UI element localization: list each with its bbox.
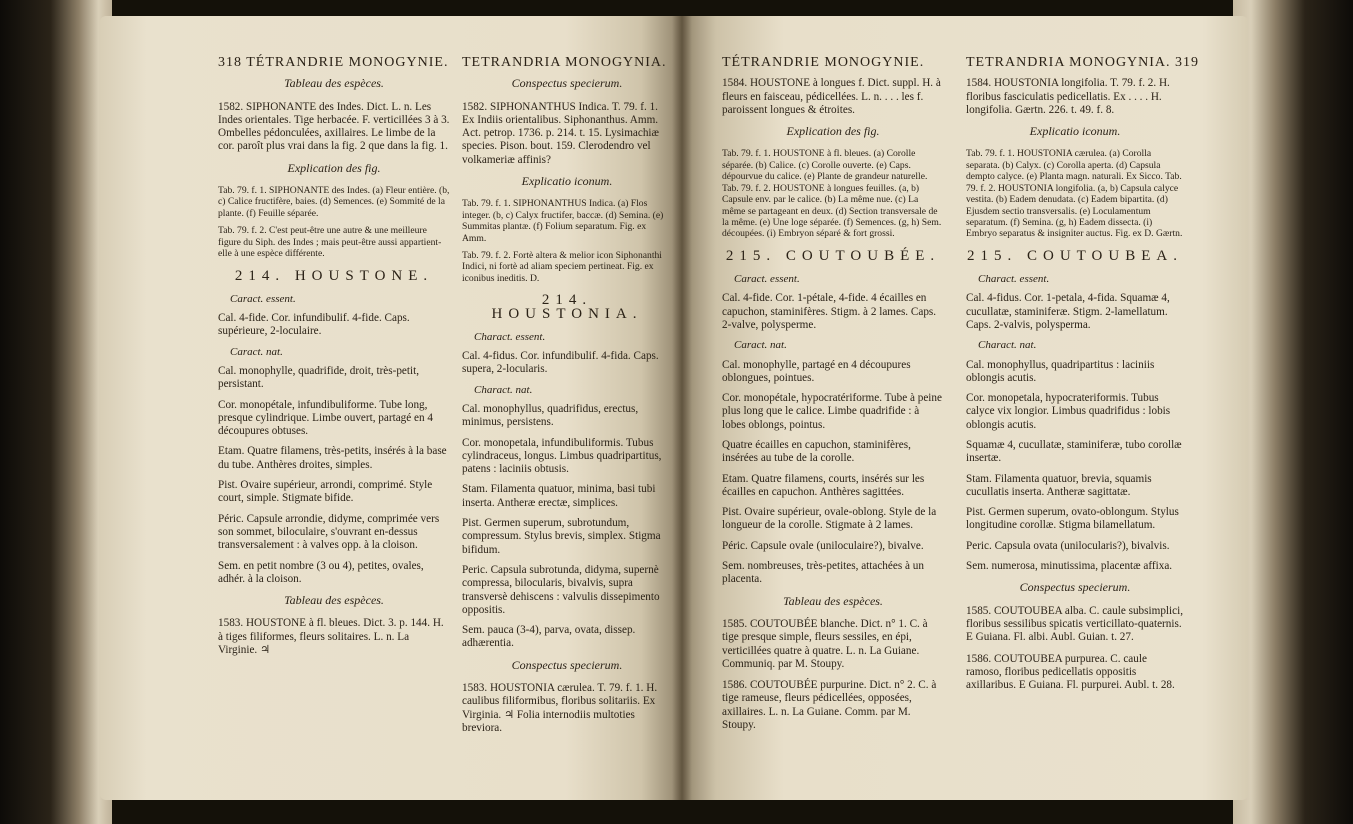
figure-explanation: Tab. 79. f. 2. C'est peut-être une autre & une meilleure figure du Siph. des Indes ; mais peut-être aussi appartient-elle à une espèce différente.: [218, 225, 442, 260]
character-text: Cal. 4-fide. Cor. infundibulif. 4-fide. Caps. supérieure, 2-loculaire.: [218, 312, 410, 338]
character-text: Cal. monophylle, quadrifide, droit, très-petit, persistant.: [218, 365, 420, 391]
species-entry: 1584. HOUSTONIA longifolia. T. 79. f. 2. H. floribus fasciculatis pedicellatis. Ex . . . . H. longifolia. Gærtn. 226. t. 49. f. 8.: [966, 77, 1170, 116]
right-french-column: [722, 56, 944, 740]
character-text: Cor. monopetala, infundibuliformis. Tubus cylindraceus, longus. Limbus quadripartitus, patens : laciniis obtusis.: [462, 436, 662, 476]
character-text: Cal. monophyllus, quadrifidus, erectus, minimus, persistens.: [462, 403, 639, 429]
section-title: Explicatio iconum.: [521, 174, 613, 189]
character-text: Cor. monopétale, infundibuliforme. Tube long, presque cylindrique. Limbe ouvert, partagé en 4 découpures obtuses.: [218, 398, 433, 438]
subsection-title: Charact. nat.: [978, 339, 1037, 352]
character-text: Sem. nombreuses, très-petites, attachées à un placenta.: [722, 560, 924, 586]
figure-explanation: Tab. 79. f. 1. HOUSTONIA cærulea. (a) Corolla separata. (b) Calyx. (c) Corolla aperta. (d) Capsula dempto calyce. (e) Planta magn. naturali. Ex Sicco. Tab. 79. f. 2. HOUSTONIA longifolia. (a, b) Capsula calyce vestita. (b) Eadem denudata. (c) Eadem bipartita. (d) Ejusdem sectio transversalis. (e) Loculamentum separatum. (f) Semina. (g, h) Eadem dissecta. (i) Embryo separatus & insigniter auctus. Fig. ex D. Gærtn.: [966, 148, 1183, 240]
section-title: Conspectus specierum.: [511, 76, 623, 91]
right-page-stack: [1233, 0, 1353, 824]
character-text: Pist. Ovaire supérieur, ovale-oblong. Style de la longueur de la corolle. Stigmate à 2 lames.: [722, 506, 937, 532]
section-title: Explication des fig.: [287, 160, 381, 175]
subsection-title: Charact. nat.: [474, 383, 533, 396]
genus-heading: 214. HOUSTONE.: [234, 267, 434, 284]
genus-heading: 215. COUTOUBÉE.: [725, 247, 941, 264]
left-french-column: [218, 56, 450, 665]
section-title: Explication des fig.: [786, 124, 880, 139]
page-header: TETRANDRIA MONOGYNIA. 319: [966, 55, 1200, 70]
subsection-title: Caract. nat.: [734, 339, 787, 352]
section-title: Conspectus specierum.: [511, 657, 623, 672]
section-title: Explicatio iconum.: [1029, 124, 1121, 139]
character-text: Peric. Capsula ovata (unilocularis?), bivalvis.: [966, 539, 1170, 552]
character-text: Squamæ 4, cucullatæ, staminiferæ, tubo corollæ insertæ.: [966, 439, 1182, 465]
species-entry: 1582. SIPHONANTE des Indes. Dict. L. n. Les Indes orientales. Tige herbacée. F. verticillées 3 à 3. Ombelles pédonculées, axillaires. Le limbe de la cor. paroît plus vrai dans la fig. 2 que dans la fig. 1.: [218, 100, 450, 153]
character-text: Stam. Filamenta quatuor, minima, basi tubi inserta. Antheræ erectæ, simplices.: [462, 483, 656, 509]
page-header: TÉTRANDRIE MONOGYNIE.: [722, 55, 925, 70]
subsection-title: Charact. essent.: [474, 330, 546, 343]
character-text: Etam. Quatre filamens, courts, insérés sur les écailles en capuchon. Anthères sagittées.: [722, 472, 925, 498]
left-page-stack: [0, 0, 112, 824]
character-text: Cor. monopetala, hypocrateriformis. Tubus calyce vix longior. Limbus quadrifidus : lobis oblongis acutis.: [966, 392, 1171, 431]
species-entry: 1586. COUTOUBEA purpurea. C. caule ramoso, floribus pedicellatis oppositis axillaribus. E Guiana. Fl. purpurei. Aubl. t. 28.: [966, 652, 1175, 692]
species-entry: 1585. COUTOUBEA alba. C. caule subsimplici, floribus sessilibus spicatis verticillato-quaternis. E Guiana. Fl. albi. Aubl. Guian. t. 27.: [966, 604, 1183, 644]
character-text: Péric. Capsule arrondie, didyme, comprimée vers son sommet, biloculaire, s'ouvrant en-dessus transversalement : à valves opp. à la cloison.: [218, 512, 440, 552]
character-text: Cal. 4-fidus. Cor. infundibulif. 4-fida. Caps. supera, 2-locularis.: [462, 350, 659, 376]
character-text: Pist. Germen superum, subrotundum, compressum. Stylus brevis, simplex. Stigma bifidum.: [462, 517, 661, 556]
section-title: Tableau des espèces.: [284, 76, 384, 91]
character-text: Cal. 4-fide. Cor. 1-pétale, 4-fide. 4 écailles en capuchon, staminifères. Stigm. à 2 lames. Caps. 2-valve, polysperme.: [722, 292, 937, 331]
figure-explanation: Tab. 79. f. 1. SIPHONANTE des Indes. (a) Fleur entière. (b, c) Calice fructifère, baies. (d) Semences. (e) Sommité de la plante. (f) Feuille séparée.: [218, 185, 450, 219]
character-text: Peric. Capsula subrotunda, didyma, supernè compressa, bilocularis, bivalvis, supra transversè dehiscens : valvulis dissepimento oppositis.: [462, 563, 660, 616]
character-text: Cal. monophylle, partagé en 4 découpures oblongues, pointues.: [722, 358, 911, 384]
section-title: Tableau des espèces.: [284, 593, 384, 608]
species-entry: 1585. COUTOUBÉE blanche. Dict. n° 1. C. à tige presque simple, fleurs sessiles, en épi, verticillées quatre à quatre. L. n. La Guiane. Communiq. par M. Stoupy.: [722, 617, 928, 670]
species-entry: 1584. HOUSTONE à longues f. Dict. suppl. H. à fleurs en faisceau, pédicellées. L. n. . . . les f. paroissent longues & étroites.: [722, 77, 941, 116]
character-text: Pist. Ovaire supérieur, arrondi, comprimé. Style court, simple. Stigmate bifide.: [218, 479, 433, 505]
figure-explanation: Tab. 79. f. 1. HOUSTONE à fl. bleues. (a) Corolle séparée. (b) Calice. (c) Corolle ouverte. (e) Caps. dépourvue du calice. (e) Plante de grandeur naturelle. Tab. 79. f. 2. HOUSTONE à longues feuilles. (a, b) Capsule env. par le calice. (b) La même nue. (c) La même se partageant en deux. (d) Section transversale de la même. (e) Une loge séparée. (f) Semences. (g, h) Sem. découpées. (i) Embryon séparé & fort grossi.: [722, 148, 942, 240]
species-entry: 1586. COUTOUBÉE purpurine. Dict. n° 2. C. à tige rameuse, fleurs pédicellées, opposées, axillaires. L. n. La Guiane. Comm. par M. Stoupy.: [722, 679, 937, 732]
character-text: Cor. monopétale, hypocratériforme. Tube à peine plus long que le calice. Limbe quadrifide : à lobes oblongs, pointus.: [722, 392, 942, 431]
character-text: Cal. 4-fidus. Cor. 1-petala, 4-fida. Squamæ 4, cucullatæ, staminiferæ. Stigm. 2-lamellatum. Caps. 2-valvis, polysperma.: [966, 292, 1170, 331]
subsection-title: Caract. essent.: [734, 273, 800, 286]
character-text: Stam. Filamenta quatuor, brevia, squamis cucullatis inserta. Antheræ sagittatæ.: [966, 472, 1152, 498]
genus-heading: 215. COUTOUBEA.: [967, 247, 1183, 264]
figure-explanation: Tab. 79. f. 2. Fortè altera & melior icon Siphonanthi Indici, ni fortè ad aliam speciem pertineat. Fig. ex iconibus ineditis. D.: [462, 250, 662, 284]
subsection-title: Charact. essent.: [978, 273, 1050, 286]
page-header: 318 TÉTRANDRIE MONOGYNIE.: [218, 55, 449, 70]
section-title: Conspectus specierum.: [1019, 580, 1131, 595]
species-entry: 1583. HOUSTONE à fl. bleues. Dict. 3. p. 144. H. à tiges filiformes, fleurs solitaires. L. n. La Virginie. ♃: [218, 617, 444, 657]
right-latin-column: [966, 55, 1200, 700]
section-title: Tableau des espèces.: [783, 593, 883, 608]
character-text: Pist. Germen superum, ovato-oblongum. Stylus longitudine corollæ. Stigma bilamellatum.: [966, 506, 1179, 532]
character-text: Cal. monophyllus, quadripartitus : laciniis oblongis acutis.: [966, 358, 1155, 384]
subsection-title: Caract. essent.: [230, 292, 296, 305]
figure-explanation: Tab. 79. f. 1. SIPHONANTHUS Indica. (a) Flos integer. (b, c) Calyx fructifer, baccæ. (d) Semina. (e) Summitas plantæ. (f) Folium separatum. Fig. ex Amm.: [462, 198, 664, 244]
right-page: [682, 16, 1248, 800]
character-text: Sem. numerosa, minutissima, placentæ affixa.: [966, 560, 1173, 573]
species-entry: 1583. HOUSTONIA cærulea. T. 79. f. 1. H. caulibus filiformibus, floribus solitariis. Ex Virginia. ♃ Folia internodiis multoties breviora.: [462, 682, 658, 734]
character-text: Sem. en petit nombre (3 ou 4), petites, ovales, adhér. à la cloison.: [218, 559, 424, 585]
character-text: Quatre écailles en capuchon, staminifères, insérées au tube de la corolle.: [722, 439, 911, 465]
character-text: Péric. Capsule ovale (uniloculaire?), bivalve.: [722, 539, 924, 552]
page-header: TETRANDRIA MONOGYNIA.: [462, 55, 667, 70]
book-gutter: [672, 16, 692, 800]
character-text: Sem. pauca (3-4), parva, ovata, dissep. adhærentia.: [462, 624, 636, 650]
genus-heading: 214. HOUSTONIA.: [491, 292, 643, 322]
character-text: Etam. Quatre filamens, très-petits, insérés à la base du tube. Anthères droites, simples.: [218, 445, 447, 471]
left-latin-column: [462, 56, 672, 743]
species-entry: 1582. SIPHONANTHUS Indica. T. 79. f. 1. Ex Indiis orientalibus. Siphonanthus. Amm. Act. petrop. 1736. p. 214. t. 15. Lysimachiæ species. Pison. bout. 159. Clerodendro vel volkameriæ affinis?: [462, 100, 660, 166]
left-page: [100, 16, 682, 800]
subsection-title: Caract. nat.: [230, 345, 283, 358]
